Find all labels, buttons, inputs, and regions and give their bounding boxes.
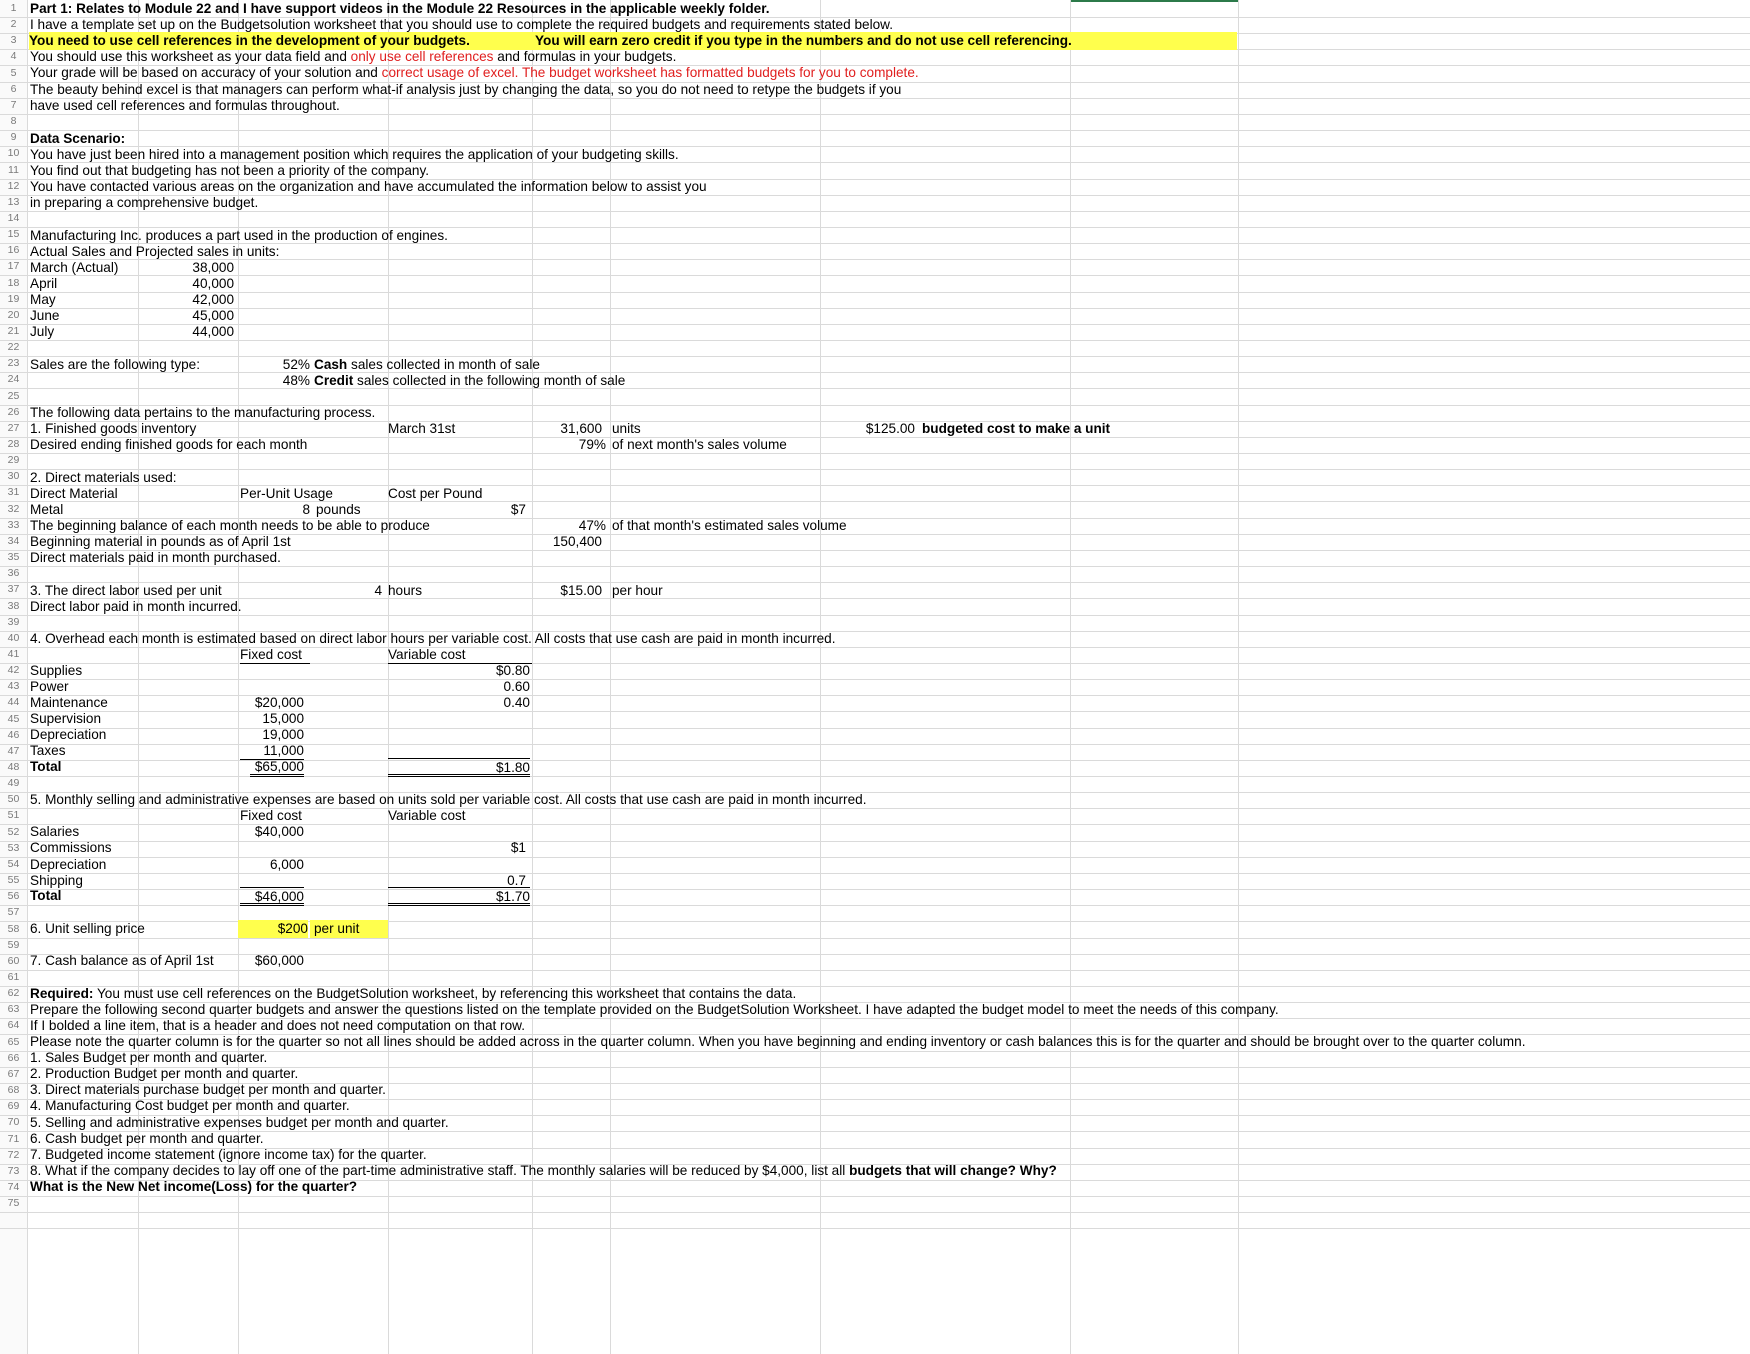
grid-column-line: [27, 0, 28, 1354]
row-number[interactable]: 72: [7, 1149, 20, 1161]
material-beg-pct[interactable]: 47%: [578, 518, 606, 533]
desired-ending-pct[interactable]: 79%: [578, 437, 606, 452]
grid-row-line: [0, 582, 1750, 583]
overhead-item-fixed[interactable]: 11,000: [240, 742, 304, 760]
grid-row-line: [0, 970, 1750, 971]
required-text: You must use cell references on the BudgetSolution worksheet, by referencing this worksheet that contains the data.: [93, 986, 797, 1001]
overhead-item-name[interactable]: Supervision: [30, 711, 102, 726]
grid-row-line: [0, 615, 1750, 616]
r5-text-a: Your grade will be based on accuracy of your solution and: [30, 65, 382, 80]
required-item[interactable]: 5. Selling and administrative expenses budget per month and quarter.: [30, 1115, 449, 1130]
row-number[interactable]: 1: [10, 2, 17, 14]
row-number[interactable]: 68: [7, 1084, 20, 1096]
overhead-total-variable[interactable]: $1.80: [388, 758, 530, 777]
row-number[interactable]: 31: [7, 486, 20, 498]
row-number[interactable]: 28: [7, 438, 20, 450]
row-number[interactable]: 59: [7, 939, 20, 951]
row-number[interactable]: 43: [7, 680, 20, 692]
sga-fixed-header[interactable]: Fixed cost: [240, 808, 302, 823]
row-number[interactable]: 8: [10, 115, 17, 127]
row-number[interactable]: 38: [7, 600, 20, 612]
labor-hours[interactable]: 4: [374, 583, 382, 598]
row-number[interactable]: 50: [7, 793, 20, 805]
overhead-item-variable[interactable]: 0.60: [503, 679, 530, 694]
row-number[interactable]: 69: [7, 1100, 20, 1112]
sales-month[interactable]: June: [30, 308, 60, 323]
grid-row-line: [0, 1212, 1750, 1213]
cash-bold: Cash: [314, 357, 348, 372]
grid-row-line: [0, 308, 1750, 309]
row-number[interactable]: 52: [7, 826, 20, 838]
row-number[interactable]: 35: [7, 551, 20, 563]
cell-r13[interactable]: in preparing a comprehensive budget.: [30, 195, 259, 210]
row-number[interactable]: 4: [10, 50, 17, 62]
material-cost[interactable]: $7: [510, 502, 526, 517]
cash-pct[interactable]: 52%: [282, 357, 310, 372]
row-number[interactable]: 75: [7, 1197, 20, 1209]
sga-total-label[interactable]: Total: [30, 888, 62, 903]
sga-item-variable[interactable]: $1: [510, 840, 526, 855]
row-number[interactable]: 22: [7, 341, 20, 353]
required-item[interactable]: 2. Production Budget per month and quarter.: [30, 1066, 299, 1081]
labor-hours-label[interactable]: hours: [388, 583, 423, 598]
required-item[interactable]: 7. Budgeted income statement (ignore income tax) for the quarter.: [30, 1147, 427, 1162]
row-number[interactable]: 45: [7, 713, 20, 725]
cost-header[interactable]: Cost per Pound: [388, 486, 483, 501]
overhead-total-label[interactable]: Total: [30, 759, 62, 774]
sga-item-name[interactable]: Depreciation: [30, 857, 107, 872]
row-number[interactable]: 36: [7, 567, 20, 579]
grid-row-line: [0, 598, 1750, 599]
row-number[interactable]: 17: [7, 260, 20, 272]
sga-item-name[interactable]: Shipping: [30, 873, 83, 888]
r3-right-text: You will earn zero credit if you type in the numbers and do not use cell referencing.: [535, 33, 1072, 48]
row-number[interactable]: 42: [7, 664, 20, 676]
row-number[interactable]: 30: [7, 470, 20, 482]
row-number[interactable]: 49: [7, 777, 20, 789]
row-number[interactable]: 60: [7, 955, 20, 967]
r4-text-c: and formulas in your budgets.: [493, 49, 677, 64]
grid-row-line: [0, 938, 1750, 939]
cash-text: sales collected in month of sale: [347, 357, 540, 372]
sales-month[interactable]: May: [30, 292, 56, 307]
row-number[interactable]: 66: [7, 1052, 20, 1064]
row-number[interactable]: 54: [7, 858, 20, 870]
cell-r33[interactable]: The beginning balance of each month needs to be able to produce: [30, 518, 430, 533]
row-number[interactable]: 71: [7, 1133, 20, 1145]
overhead-item-variable[interactable]: $0.80: [495, 663, 530, 678]
cell-r35[interactable]: Direct materials paid in month purchased.: [30, 550, 281, 565]
grid-row-line: [0, 469, 1750, 470]
row-number[interactable]: 58: [7, 923, 20, 935]
material-usage-unit[interactable]: pounds: [316, 502, 361, 517]
fg-inventory-label[interactable]: 1. Finished goods inventory: [30, 421, 197, 436]
required-item[interactable]: 4. Manufacturing Cost budget per month and quarter.: [30, 1098, 350, 1113]
cell-r12[interactable]: You have contacted various areas on the organization and have accumulated the information below to assist you: [30, 179, 707, 194]
cell-r63[interactable]: Prepare the following second quarter budgets and answer the questions listed on the template provided on the BudgetSolution Worksheet. I have adapted the budget model to meet the needs of this company.: [30, 1002, 1279, 1017]
cell-r1[interactable]: Part 1: Relates to Module 22 and I have support videos in the Module 22 Resources in the applicable weekly folder.: [30, 1, 770, 16]
r3-left-text: You need to use cell references in the development of your budgets.: [29, 33, 470, 48]
r73-bold: budgets that will change? Why?: [849, 1163, 1057, 1178]
r4-text-red: only use cell references: [350, 49, 494, 64]
cash-label[interactable]: 7. Cash balance as of April 1st: [30, 953, 214, 968]
row-number[interactable]: 41: [7, 648, 20, 660]
row-number[interactable]: 65: [7, 1036, 20, 1048]
cell-r7[interactable]: have used cell references and formulas throughout.: [30, 98, 340, 113]
cell-r11[interactable]: You find out that budgeting has not been a priority of the company.: [30, 163, 430, 178]
r4-text-a: You should use this worksheet as your data field and: [30, 49, 351, 64]
row-number[interactable]: 24: [7, 373, 20, 385]
sales-units[interactable]: 40,000: [192, 276, 234, 291]
row-number[interactable]: 70: [7, 1116, 20, 1128]
grid-row-line: [0, 679, 1750, 680]
desired-ending-label[interactable]: Desired ending finished goods for each month: [30, 437, 308, 452]
row-number[interactable]: 55: [7, 874, 20, 886]
sga-total-fixed[interactable]: $46,000: [240, 887, 304, 906]
overhead-item-fixed[interactable]: 15,000: [262, 711, 304, 726]
grid-row-line: [0, 275, 1750, 276]
row-number[interactable]: 63: [7, 1003, 20, 1015]
grid-row-line: [0, 211, 1750, 212]
sales-month[interactable]: July: [30, 324, 55, 339]
row-number[interactable]: 74: [7, 1181, 20, 1193]
row-number[interactable]: 16: [7, 244, 20, 256]
row-number[interactable]: 53: [7, 842, 20, 854]
grid-row-line: [0, 1196, 1750, 1197]
row-number[interactable]: 9: [10, 131, 17, 143]
grid-column-line: [610, 0, 611, 1354]
row-number[interactable]: 37: [7, 583, 20, 595]
sga-item-name[interactable]: Commissions: [30, 840, 112, 855]
row-number[interactable]: 18: [7, 277, 20, 289]
required-item[interactable]: 6. Cash budget per month and quarter.: [30, 1131, 264, 1146]
row-number[interactable]: 6: [10, 83, 17, 95]
row-number[interactable]: 64: [7, 1019, 20, 1031]
row-number[interactable]: 20: [7, 309, 20, 321]
grid-row-line: [0, 292, 1750, 293]
material-usage[interactable]: 8: [302, 502, 310, 517]
required-item[interactable]: 3. Direct materials purchase budget per month and quarter.: [30, 1082, 386, 1097]
sga-item-fixed[interactable]: 6,000: [269, 857, 304, 872]
sales-units[interactable]: 44,000: [192, 324, 234, 339]
row-number[interactable]: 27: [7, 422, 20, 434]
row-number[interactable]: 73: [7, 1165, 20, 1177]
cell-r10[interactable]: You have just been hired into a management position which requires the application of your budgeting skills.: [30, 147, 679, 162]
overhead-item-fixed[interactable]: 19,000: [262, 727, 304, 742]
row-number[interactable]: 5: [10, 67, 17, 79]
overhead-item-name[interactable]: Supplies: [30, 663, 83, 678]
grid-row-line: [0, 324, 1750, 325]
cell-r9[interactable]: Data Scenario:: [30, 131, 126, 146]
sga-item-name[interactable]: Salaries: [30, 824, 80, 839]
row-number[interactable]: 23: [7, 357, 20, 369]
row-number[interactable]: 39: [7, 616, 20, 628]
row-number[interactable]: 34: [7, 535, 20, 547]
selected-cell-indicator: [1070, 0, 1238, 2]
overhead-item-name[interactable]: Maintenance: [30, 695, 108, 710]
cell-r15[interactable]: Manufacturing Inc. produces a part used in the production of engines.: [30, 228, 448, 243]
row-number[interactable]: 10: [7, 147, 20, 159]
sales-month[interactable]: April: [30, 276, 58, 291]
material-header[interactable]: Direct Material: [30, 486, 118, 501]
cash-value[interactable]: $60,000: [254, 953, 304, 968]
cell-r34[interactable]: Beginning material in pounds as of April 1st: [30, 534, 291, 549]
row-number[interactable]: 2: [10, 18, 17, 30]
material-beg-text[interactable]: of that month's estimated sales volume: [612, 518, 847, 533]
grid-column-line: [1070, 0, 1071, 1354]
grid-row-line: [0, 130, 1750, 131]
labor-rate-label[interactable]: per hour: [612, 583, 663, 598]
sales-units[interactable]: 45,000: [192, 308, 234, 323]
row-number[interactable]: 19: [7, 293, 20, 305]
required-item[interactable]: 1. Sales Budget per month and quarter.: [30, 1050, 268, 1065]
credit-desc[interactable]: [314, 372, 625, 390]
sales-month[interactable]: March (Actual): [30, 260, 119, 275]
labor-label[interactable]: 3. The direct labor used per unit: [30, 583, 222, 598]
cell-r50[interactable]: 5. Monthly selling and administrative expenses are based on units sold per variable cost. All costs that use cash are paid in month incurred.: [30, 792, 867, 807]
cell-r40[interactable]: 4. Overhead each month is estimated based on direct labor hours per variable cost. All costs that use cash are paid in month incurred.: [30, 631, 836, 646]
material-name[interactable]: Metal: [30, 502, 64, 517]
row-number[interactable]: 61: [7, 971, 20, 983]
sales-units[interactable]: 38,000: [192, 260, 234, 275]
sga-item-variable[interactable]: 0.7: [507, 873, 526, 888]
overhead-item-name[interactable]: Taxes: [30, 743, 66, 758]
overhead-item-variable[interactable]: 0.40: [503, 695, 530, 710]
row-number[interactable]: 21: [7, 325, 20, 337]
sales-units[interactable]: 42,000: [192, 292, 234, 307]
grid-column-line: [532, 0, 533, 1354]
cell-r16[interactable]: Actual Sales and Projected sales in units:: [30, 244, 280, 259]
row-number[interactable]: 47: [7, 745, 20, 757]
fg-inventory-units-label[interactable]: units: [612, 421, 641, 436]
labor-rate[interactable]: $15.00: [560, 583, 602, 598]
row-number[interactable]: 57: [7, 906, 20, 918]
row-number[interactable]: 3: [10, 34, 17, 46]
row-number[interactable]: 44: [7, 696, 20, 708]
overhead-total-fixed[interactable]: $65,000: [250, 758, 304, 777]
material-beg-pounds[interactable]: 150,400: [552, 534, 602, 549]
row-number[interactable]: 15: [7, 228, 20, 240]
credit-pct[interactable]: 48%: [282, 373, 310, 388]
overhead-item-fixed[interactable]: $20,000: [254, 695, 304, 710]
r5-text-red: correct usage of excel. The budget worksheet has formatted budgets for you to complete.: [381, 65, 919, 80]
row-number[interactable]: 29: [7, 454, 20, 466]
cell-r30[interactable]: 2. Direct materials used:: [30, 470, 177, 485]
cell-r38[interactable]: Direct labor paid in month incurred.: [30, 599, 242, 614]
row-number[interactable]: 14: [7, 212, 20, 224]
row-number[interactable]: 7: [10, 99, 17, 111]
fg-inventory-units[interactable]: 31,600: [560, 421, 602, 436]
sga-total-variable[interactable]: $1.70: [388, 887, 530, 906]
credit-text: sales collected in the following month of sale: [353, 373, 626, 388]
row-number[interactable]: 48: [7, 761, 20, 773]
credit-bold: Credit: [314, 373, 354, 388]
r73-text: 8. What if the company decides to lay off one of the part-time administrative staff. The monthly salaries will be reduced by $4,000, list all: [30, 1163, 850, 1178]
grid-column-line: [1238, 0, 1239, 1354]
row-number[interactable]: 51: [7, 809, 20, 821]
cell-r5[interactable]: [30, 64, 919, 82]
sga-item-fixed[interactable]: $40,000: [254, 824, 304, 839]
row-number[interactable]: 56: [7, 890, 20, 902]
grid-row-line: [0, 841, 1750, 842]
overhead-item-name[interactable]: Power: [30, 679, 69, 694]
row-number[interactable]: 32: [7, 503, 20, 515]
usage-header[interactable]: Per-Unit Usage: [240, 486, 333, 501]
sga-variable-header[interactable]: Variable cost: [388, 808, 466, 823]
overhead-item-name[interactable]: Depreciation: [30, 727, 107, 742]
row-number[interactable]: 26: [7, 406, 20, 418]
row-number[interactable]: 13: [7, 196, 20, 208]
grid-row-line: [0, 340, 1750, 341]
cell-r74[interactable]: What is the New Net income(Loss) for the quarter?: [30, 1179, 358, 1194]
grid-column-line: [820, 0, 821, 1354]
row-number[interactable]: 62: [7, 987, 20, 999]
cell-r2[interactable]: I have a template set up on the Budgetsolution worksheet that you should use to complete the required budgets and requirements stated below.: [30, 17, 894, 32]
fg-inventory-date[interactable]: March 31st: [388, 421, 456, 436]
required-bold: Required:: [30, 986, 94, 1001]
unit-cost-label[interactable]: budgeted cost to make a unit: [922, 421, 1111, 436]
cell-r65[interactable]: Please note the quarter column is for the quarter so not all lines should be added across in the quarter column. When you have beginning and ending inventory or cash balances this is for the quarter and should be brought over to the quarter column.: [30, 1034, 1526, 1049]
overhead-fixed-header[interactable]: Fixed cost: [240, 646, 310, 664]
row-number[interactable]: 40: [7, 632, 20, 644]
price-value[interactable]: $200: [238, 920, 308, 938]
unit-cost-value[interactable]: $125.00: [865, 421, 915, 436]
cell-r64[interactable]: If I bolded a line item, that is a header and does not need computation on that row.: [30, 1018, 525, 1033]
desired-ending-text[interactable]: of next month's sales volume: [612, 437, 787, 452]
row-number[interactable]: 11: [8, 164, 19, 176]
overhead-variable-header[interactable]: Variable cost: [388, 646, 532, 664]
cell-r26[interactable]: The following data pertains to the manufacturing process.: [30, 405, 376, 420]
row-number[interactable]: 12: [7, 180, 20, 192]
sales-type-label[interactable]: Sales are the following type:: [30, 357, 201, 372]
price-label[interactable]: 6. Unit selling price: [30, 921, 145, 936]
price-unit[interactable]: per unit: [310, 920, 388, 938]
cell-r6[interactable]: The beauty behind excel is that managers can perform what-if analysis just by changing the data, so you do not need to retype the budgets if you: [30, 82, 902, 97]
row-number[interactable]: 67: [7, 1068, 20, 1080]
row-number[interactable]: 33: [7, 519, 20, 531]
grid-row-line: [0, 1228, 1750, 1229]
row-number[interactable]: 46: [7, 729, 20, 741]
row-number[interactable]: 25: [7, 390, 20, 402]
